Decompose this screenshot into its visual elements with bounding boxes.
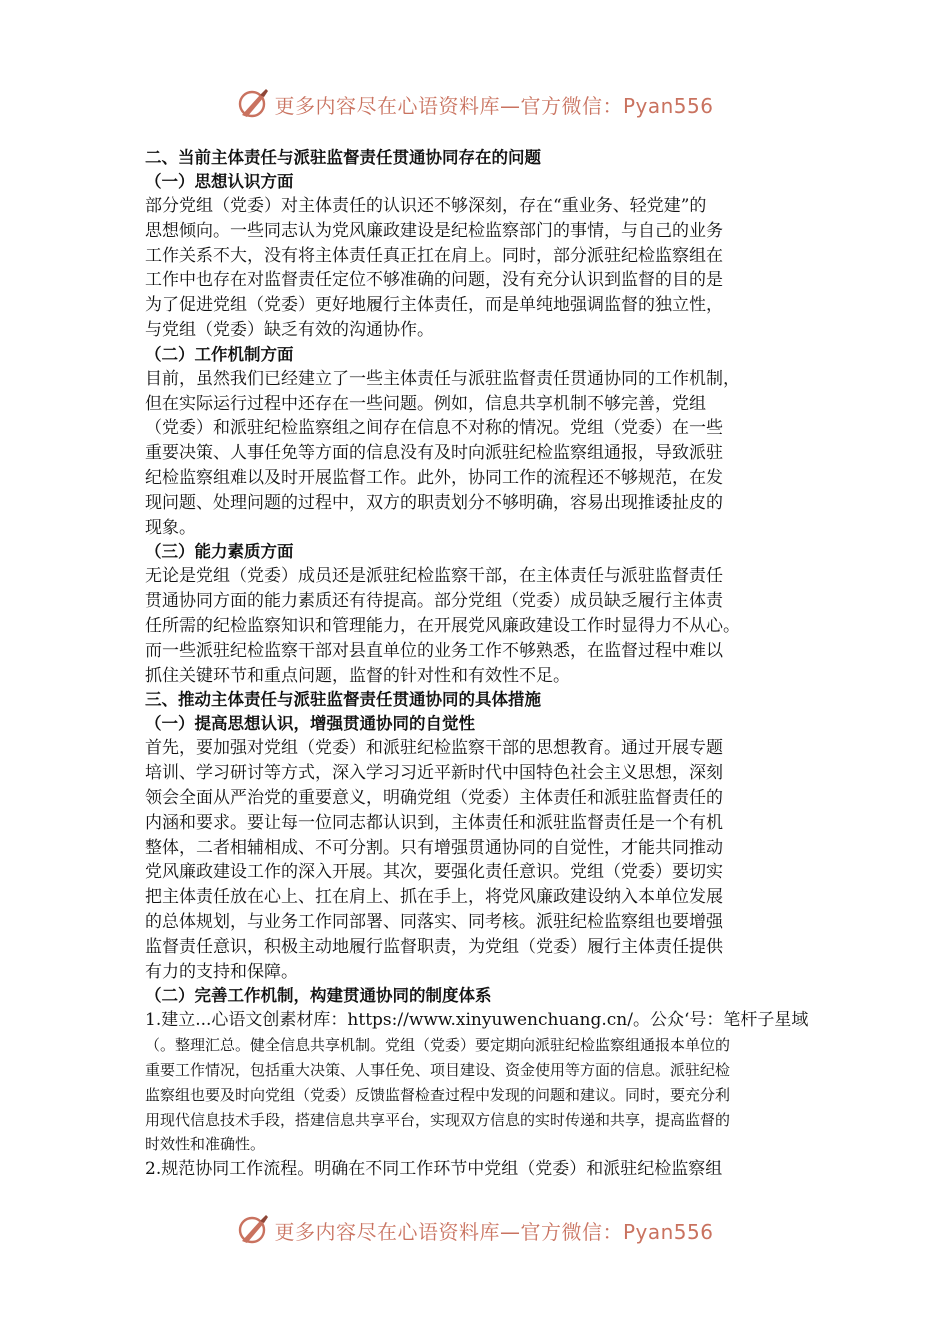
- document-body: [145, 146, 815, 1182]
- text-line: 监察组也要及时向党组（党委）反馈监督检查过程中发现的问题和建议。同时，要充分利: [145, 1085, 731, 1104]
- text-line: 思想倾向。一些同志认为党风廉政建设是纪检监察部门的事情，与自己的业务: [145, 220, 723, 241]
- subsection-3-1-paragraph: [145, 736, 815, 984]
- brush-logo-icon: [236, 87, 270, 121]
- text-line: 现象。: [145, 517, 196, 538]
- watermark-banner-bottom: [0, 1208, 950, 1252]
- text-line: 重要工作情况，包括重大决策、人事任免、项目建设、资金使用等方面的信息。派驻纪检: [145, 1060, 731, 1079]
- subsection-2-1-paragraph: [145, 194, 815, 343]
- watermark-text: 更多内容尽在心语资料库—官方微信：Pyan556: [274, 93, 714, 118]
- text-line: 领会全面从严治党的重要意义，明确党组（党委）主体责任和派驻监督责任的: [145, 787, 723, 808]
- text-line: 目前，虽然我们已经建立了一些主体责任与派驻监督责任贯通协同的工作机制，: [145, 368, 740, 389]
- subsection-3-2-paragraph: [145, 1008, 815, 1182]
- subsection-3-1-heading: （一）提高思想认识，增强贯通协同的自觉性: [145, 714, 475, 734]
- text-line: 而一些派驻纪检监察干部对县直单位的业务工作不够熟悉，在监督过程中难以: [145, 640, 723, 661]
- text-line: 内涵和要求。要让每一位同志都认识到，主体责任和派驻监督责任是一个有机: [145, 812, 723, 833]
- text-line: 有力的支持和保障。: [145, 961, 298, 982]
- watermark-text: 更多内容尽在心语资料库—官方微信：Pyan556: [274, 1219, 714, 1244]
- subsection-2-3-heading: （三）能力素质方面: [145, 542, 294, 562]
- text-line: 工作中也存在对监督责任定位不够准确的问题，没有充分认识到监督的目的是: [145, 270, 723, 291]
- text-line: 1.建立...心语文创素材库：https://www.xinyuwenchuang.cn/。公众‘号：笔杆子星域: [145, 1010, 809, 1031]
- text-line: 贯通协同方面的能力素质还有待提高。部分党组（党委）成员缺乏履行主体责: [145, 591, 723, 612]
- text-line: 整体，二者相辅相成、不可分割。只有增强贯通协同的自觉性，才能共同推动: [145, 837, 723, 858]
- text-line: 的总体规划，与业务工作同部署、同落实、同考核。派驻纪检监察组也要增强: [145, 911, 723, 932]
- text-line: 时效性和准确性。: [145, 1135, 266, 1154]
- text-line: 任所需的纪检监察知识和管理能力，在开展党风廉政建设工作时显得力不从心。: [145, 615, 740, 636]
- subsection-3-2-heading: （二）完善工作机制，构建贯通协同的制度体系: [145, 986, 492, 1006]
- text-line: 2.规范协同工作流程。明确在不同工作环节中党组（党委）和派驻纪检监察组: [145, 1159, 723, 1180]
- text-line: （党委）和派驻纪检监察组之间存在信息不对称的情况。党组（党委）在一些: [145, 418, 723, 439]
- text-line: 用现代信息技术手段，搭建信息共享平台，实现双方信息的实时传递和共享，提高监督的: [145, 1110, 731, 1129]
- text-line: 监督责任意识，积极主动地履行监督职责，为党组（党委）履行主体责任提供: [145, 936, 723, 957]
- text-line: 现问题、处理问题的过程中，双方的职责划分不够明确，容易出现推诿扯皮的: [145, 492, 723, 513]
- text-line: 把主体责任放在心上、扛在肩上、抓在手上，将党风廉政建设纳入本单位发展: [145, 887, 723, 908]
- text-line: 与党组（党委）缺乏有效的沟通协作。: [145, 319, 434, 340]
- text-line: 抓住关键环节和重点问题，监督的针对性和有效性不足。: [145, 665, 570, 686]
- text-line: 纪检监察组难以及时开展监督工作。此外，协同工作的流程还不够规范，在发: [145, 467, 723, 488]
- text-line: 党风廉政建设工作的深入开展。其次，要强化责任意识。党组（党委）要切实: [145, 862, 723, 883]
- text-line: 部分党组（党委）对主体责任的认识还不够深刻，存在“重业务、轻党建”的: [145, 196, 707, 216]
- section-2-heading: 二、当前主体责任与派驻监督责任贯通协同存在的问题: [145, 148, 541, 167]
- watermark-banner-top: [0, 82, 950, 126]
- text-line: 首先，要加强对党组（党委）和派驻纪检监察干部的思想教育。通过开展专题: [145, 738, 723, 759]
- brush-logo-icon: [236, 1213, 270, 1247]
- text-line: 重要决策、人事任免等方面的信息没有及时向派驻纪检监察组通报，导致派驻: [145, 443, 723, 464]
- section-3-heading: 三、推动主体责任与派驻监督责任贯通协同的具体措施: [145, 690, 541, 710]
- text-line: 培训、学习研讨等方式，深入学习习近平新时代中国特色社会主义思想，深刻: [145, 763, 723, 784]
- text-line: 但在实际运行过程中还存在一些问题。例如，信息共享机制不够完善，党组: [145, 393, 706, 414]
- text-line: 工作关系不大，没有将主体责任真正扛在肩上。同时，部分派驻纪检监察组在: [145, 245, 723, 266]
- subsection-2-3-paragraph: [145, 564, 815, 688]
- subsection-2-2-heading: （二）工作机制方面: [145, 344, 294, 364]
- subsection-2-1-heading: （一）思想认识方面: [145, 172, 294, 191]
- subsection-2-2-paragraph: [145, 367, 815, 541]
- text-line: 为了促进党组（党委）更好地履行主体责任，而是单纯地强调监督的独立性，: [145, 295, 723, 316]
- text-line: （。整理汇总。健全信息共享机制。党组（党委）要定期向派驻纪检监察组通报本单位的: [145, 1036, 731, 1055]
- text-line: 无论是党组（党委）成员还是派驻纪检监察干部，在主体责任与派驻监督责任: [145, 566, 723, 587]
